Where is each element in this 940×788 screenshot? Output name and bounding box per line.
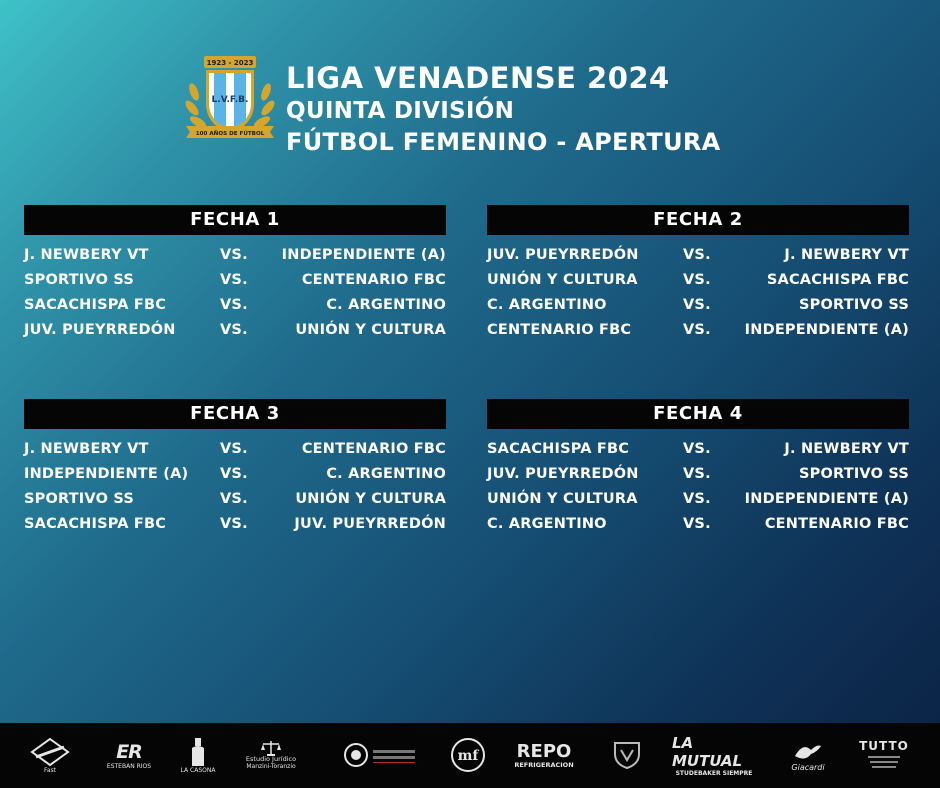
division-title: QUINTA DIVISIÓN — [286, 98, 515, 124]
bird-icon — [793, 740, 823, 764]
vs-label: VS. — [220, 322, 248, 338]
sponsor-name: ER — [116, 740, 142, 763]
sponsor-logo — [28, 729, 72, 781]
vs-label: VS. — [220, 297, 248, 313]
home-team: JUV. PUEYRREDÓN — [487, 247, 639, 263]
scales-icon — [261, 740, 281, 756]
away-team: CENTENARIO FBC — [301, 272, 446, 288]
vs-label: VS. — [683, 516, 711, 532]
league-title: LIGA VENADENSE 2024 — [286, 61, 670, 95]
sponsor-logo — [98, 729, 160, 781]
crest-ribbon: 100 AÑOS DE FÚTBOL — [195, 131, 265, 137]
match-row — [24, 270, 446, 295]
home-team: INDEPENDIENTE (A) — [24, 466, 189, 482]
match-row — [487, 489, 909, 514]
sponsor-name: TUTTO — [859, 739, 909, 753]
mf-badge-icon — [450, 737, 486, 773]
vs-label: VS. — [683, 491, 711, 507]
sponsor-name: LA CASONA — [180, 766, 216, 774]
match-list — [24, 439, 446, 539]
match-row — [24, 514, 446, 539]
round-block — [24, 205, 446, 345]
sponsor-subtitle: STUDEBAKER SIEMPRE — [675, 769, 753, 777]
match-row — [487, 270, 909, 295]
sponsor-logo — [178, 729, 218, 781]
vs-label: VS. — [220, 466, 248, 482]
match-list — [487, 245, 909, 345]
match-row — [487, 514, 909, 539]
home-team: SPORTIVO SS — [24, 272, 134, 288]
sponsor-strip — [0, 723, 940, 788]
home-team: J. NEWBERY VT — [24, 247, 149, 263]
sponsor-name: Estudio Jurídico — [245, 755, 297, 763]
away-team: UNIÓN Y CULTURA — [295, 491, 446, 507]
sponsor-logo — [604, 729, 650, 781]
match-row — [487, 320, 909, 345]
home-team: JUV. PUEYRREDÓN — [487, 466, 639, 482]
wordmark-graphic — [369, 745, 419, 765]
address-lines-graphic — [864, 753, 904, 771]
vs-label: VS. — [683, 247, 711, 263]
vs-label: VS. — [220, 516, 248, 532]
away-team: CENTENARIO FBC — [301, 441, 446, 457]
vs-label: VS. — [683, 322, 711, 338]
away-team: J. NEWBERY VT — [784, 247, 909, 263]
vs-label: VS. — [683, 272, 711, 288]
sponsor-name: Giacardi — [791, 762, 825, 772]
match-row — [487, 439, 909, 464]
header — [180, 52, 880, 172]
vs-label: VS. — [683, 466, 711, 482]
vs-label: VS. — [683, 297, 711, 313]
away-team: INDEPENDIENTE (A) — [281, 247, 446, 263]
emblem-icon — [343, 742, 369, 768]
match-row — [24, 295, 446, 320]
away-team: CENTENARIO FBC — [764, 516, 909, 532]
round-header: FECHA 4 — [487, 399, 909, 429]
match-row — [24, 464, 446, 489]
sponsor-logo — [672, 729, 756, 781]
match-row — [24, 245, 446, 270]
bottle-icon — [189, 737, 207, 767]
sponsor-name: Fast — [43, 766, 57, 774]
away-team: SACACHISPA FBC — [766, 272, 909, 288]
league-crest-logo — [180, 52, 280, 148]
match-row — [24, 439, 446, 464]
sponsor-logo — [856, 729, 912, 781]
home-team: JUV. PUEYRREDÓN — [24, 322, 176, 338]
sponsor-subtitle: ESTEBAN RIOS — [106, 762, 152, 770]
round-header: FECHA 1 — [24, 205, 446, 235]
sponsor-name: LA MUTUAL — [672, 733, 743, 770]
vs-label: VS. — [220, 247, 248, 263]
home-team: J. NEWBERY VT — [24, 441, 149, 457]
sponsor-logo — [238, 729, 304, 781]
home-team: SPORTIVO SS — [24, 491, 134, 507]
round-header: FECHA 2 — [487, 205, 909, 235]
diamond-logo-icon — [30, 737, 70, 767]
vs-label: VS. — [220, 441, 248, 457]
sponsor-name: mf — [457, 748, 479, 764]
sponsor-name: REPO — [516, 741, 572, 762]
match-row — [487, 295, 909, 320]
round-header: FECHA 3 — [24, 399, 446, 429]
away-team: C. ARGENTINO — [326, 297, 446, 313]
home-team: SACACHISPA FBC — [24, 297, 167, 313]
round-block — [487, 399, 909, 539]
away-team: INDEPENDIENTE (A) — [744, 491, 909, 507]
away-team: INDEPENDIENTE (A) — [744, 322, 909, 338]
match-list — [487, 439, 909, 539]
away-team: UNIÓN Y CULTURA — [295, 322, 446, 338]
sponsor-logo — [448, 729, 488, 781]
away-team: JUV. PUEYRREDÓN — [294, 516, 446, 532]
match-row — [487, 245, 909, 270]
sponsor-subtitle: REFRIGERACION — [514, 761, 574, 769]
match-row — [487, 464, 909, 489]
round-block — [487, 205, 909, 345]
home-team: UNIÓN Y CULTURA — [487, 491, 638, 507]
vs-label: VS. — [683, 441, 711, 457]
away-team: SPORTIVO SS — [799, 466, 909, 482]
title-group — [286, 60, 721, 158]
shield-icon — [612, 740, 642, 770]
round-block — [24, 399, 446, 539]
vs-label: VS. — [220, 272, 248, 288]
away-team: J. NEWBERY VT — [784, 441, 909, 457]
sponsor-subtitle: Manzini-Toranzio — [246, 763, 296, 770]
home-team: SACACHISPA FBC — [487, 441, 630, 457]
home-team: CENTENARIO FBC — [487, 322, 632, 338]
vs-label: VS. — [220, 491, 248, 507]
home-team: C. ARGENTINO — [487, 516, 607, 532]
category-title: FÚTBOL FEMENINO - APERTURA — [286, 128, 721, 156]
crest-years: 1923 - 2023 — [206, 59, 254, 67]
home-team: UNIÓN Y CULTURA — [487, 272, 638, 288]
crest-initials: L.V.F.B. — [211, 95, 249, 105]
match-list — [24, 245, 446, 345]
home-team: C. ARGENTINO — [487, 297, 607, 313]
home-team: SACACHISPA FBC — [24, 516, 167, 532]
away-team: SPORTIVO SS — [799, 297, 909, 313]
away-team: C. ARGENTINO — [326, 466, 446, 482]
match-row — [24, 489, 446, 514]
sponsor-logo — [506, 729, 582, 781]
match-row — [24, 320, 446, 345]
sponsor-logo — [782, 729, 834, 781]
sponsor-logo — [336, 729, 426, 781]
